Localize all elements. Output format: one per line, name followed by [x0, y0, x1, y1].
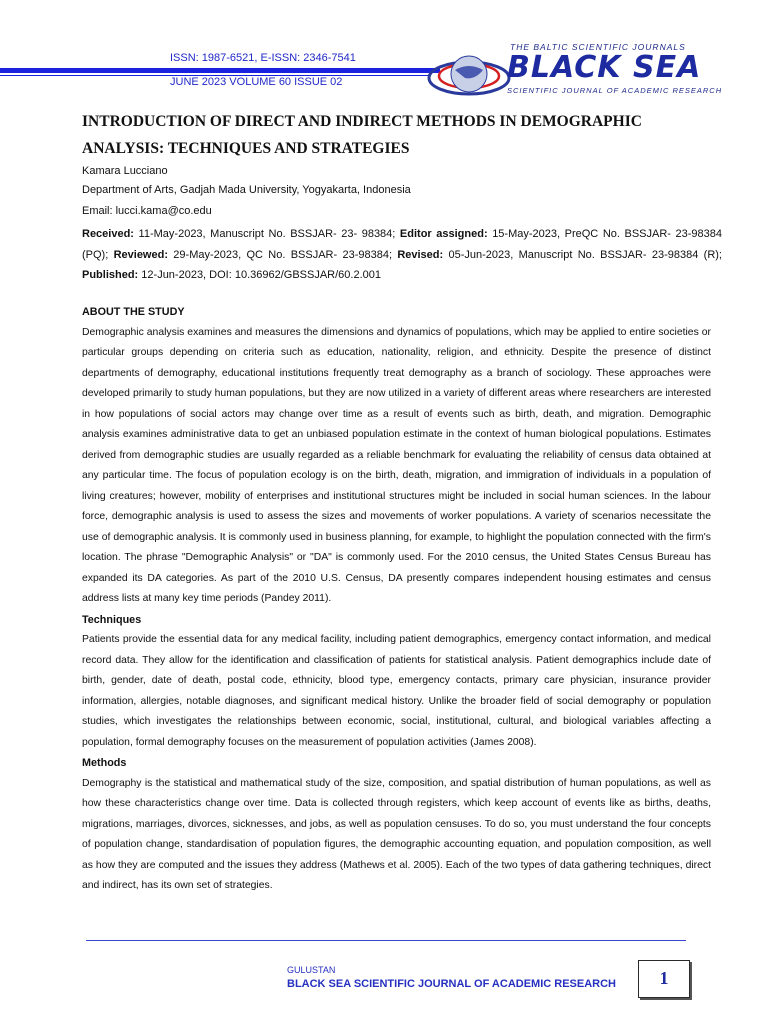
affiliation: Department of Arts, Gadjah Mada University, Yogyakarta, Indonesia — [82, 184, 411, 196]
article-title: INTRODUCTION OF DIRECT AND INDIRECT METHODS IN DEMOGRAPHIC ANALYSIS: TECHNIQUES AND STRATEGIES — [82, 113, 642, 157]
section-text-techniques: Patients provide the essential data for any medical facility, including patient demographics, emergency contact information, and medical record data. They allow for the identification and classification of patients for statistical analysis. Patient demographics include date of birth, gender, date of death, postal code, ethnicity, blood type, emergency contacts, primary care physician, insurance provider information, allergies, notable diagnoses, and significant medical history. Unlike the broader field of social demography or population studies, which investigates the relationships between economic, social, institutional, cultural, and biological variables affecting a population, formal demography focuses on the measurement of population activities (James 2008). — [82, 634, 711, 748]
section-text-methods: Demography is the statistical and mathematical study of the size, composition, and spatial distribution of human populations, as well as how these characteristics change over time. Data is collected through registers, which keep account of events like as births, deaths, migrations, marriages, divorces, sicknesses, and jobs, as well as population censuses. To do so, you must understand the four concepts of population change, standardisation of population figures, the demographic accounting equation, and population composition, as well as how they are computed and the issues they address (Mathews et al. 2005). Each of the two types of data gathering techniques, direct and indirect, has its own set of strategies. — [82, 777, 711, 891]
reviewed-label: Reviewed: — [113, 248, 168, 261]
page-number-box — [638, 960, 690, 998]
page-number: 1 — [659, 968, 669, 988]
revised-label: Revised: — [397, 248, 444, 261]
received-label: Received: — [82, 228, 134, 240]
article-body — [82, 302, 711, 897]
author-email: Email: lucci.kama@co.edu — [82, 205, 212, 217]
section-text-about: Demographic analysis examines and measures the dimensions and dynamics of populations, which may be applied to entire societies or particular groups depending on criteria such as education, nationality, religion, and ethnicity. Despite the presence of distinct departments of demography, educational institutions frequently treat demography as a branch of sociology. These approaches were developed primarily to study human populations, but they are now utilized in a variety of different areas where researchers are interested in how populations of social actors may change over time as a result of events such as birth, death, and migration. Demographic analysis examines administrative data to get an unbiased population estimate in the context of human biological populations. Estimates derived from demographic studies are usually regarded as a reliable benchmark for evaluating the reliability of census data obtained at any particular time. The focus of population ecology is on the birth, death, migration, and immigration of individuals in a population of living creatures; however, mobility of enterprises and institutional structures might be included in social human sciences. In the labour force, demographic analysis is used to assess the sizes and movements of worker populations. A variety of scenarios necessitate the use of demographic analysis. It is commonly used in business planning, for example, to highlight the population connected with the firm's location. The phrase "Demographic Analysis" or "DA" is commonly used. For the 2010 census, the United States Census Bureau has expanded its DA categories. As part of the 2010 U.S. Census, DA presently compares independent housing estimates and census address lists at many key time periods (Pandey 2011). — [82, 326, 711, 604]
editor-label: Editor assigned: — [399, 228, 488, 240]
issn-line: ISSN: 1987-6521, E-ISSN: 2346-7541 — [170, 52, 356, 64]
article-history — [82, 224, 722, 286]
section-heading-about: ABOUT THE STUDY — [82, 306, 185, 318]
revised-value: 05-Jun-2023, Manuscript No. BSSJAR- 23-98384 (R); — [443, 248, 722, 261]
logo-top-text: THE BALTIC SCIENTIFIC JOURNALS — [510, 42, 686, 52]
section-heading-methods: Methods — [82, 757, 127, 769]
issue-line: JUNE 2023 VOLUME 60 ISSUE 02 — [170, 76, 343, 88]
footer-small-text: GULUSTAN — [287, 965, 336, 975]
author-name: Kamara Lucciano — [82, 165, 168, 177]
published-label: Published: — [82, 269, 139, 281]
published-value: 12-Jun-2023, DOI: 10.36962/GBSSJAR/60.2.001 — [138, 269, 381, 281]
reviewed-value: 29-May-2023, QC No. BSSJAR- 23-98384; — [168, 248, 398, 261]
header-rule — [0, 68, 440, 73]
section-heading-techniques: Techniques — [82, 613, 142, 626]
editor-value: 15-May-2023, PreQC No. BSSJAR- 23-98384 (PQ); — [82, 228, 723, 261]
globe-logo-icon — [425, 40, 515, 112]
received-value: 11-May-2023, Manuscript No. BSSJAR- 23- 98384; — [133, 228, 400, 240]
footer-rule — [86, 940, 686, 941]
logo-sub-text: SCIENTIFIC JOURNAL OF ACADEMIC RESEARCH — [507, 86, 723, 95]
logo-main-text: BLACK SEA — [507, 50, 702, 85]
footer-journal-name: BLACK SEA SCIENTIFIC JOURNAL OF ACADEMIC RESEARCH — [287, 978, 616, 990]
journal-logo — [425, 40, 725, 112]
